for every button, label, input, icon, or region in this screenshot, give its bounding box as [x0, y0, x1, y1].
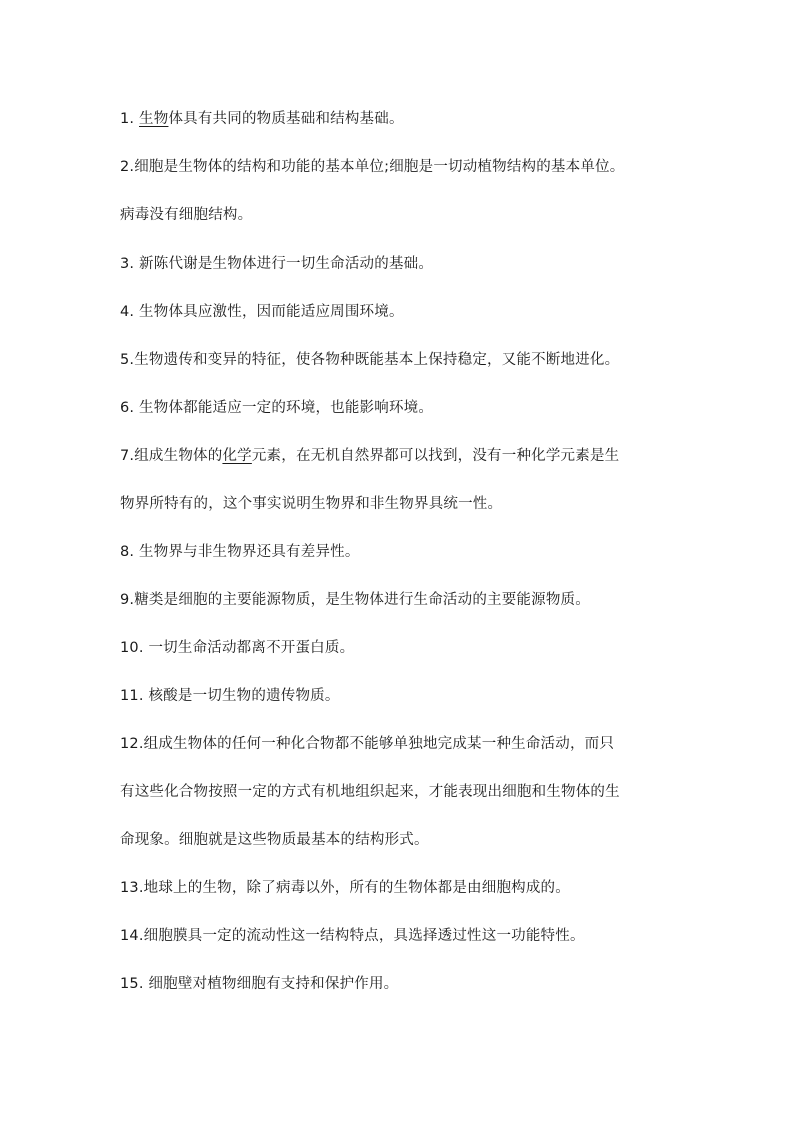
line-8-suffix: 元素，在无机自然界都可以找到，没有一种化学元素是生	[251, 448, 620, 464]
underlined-link-biology[interactable]: 生物	[139, 111, 169, 127]
paragraph-line-17: 13.地球上的生物，除了病毒以外，所有的生物体都是由细胞构成的。	[120, 880, 570, 896]
paragraph-line-1	[120, 109, 404, 129]
paragraph-line-7: 6. 生物体都能适应一定的环境，也能影响环境。	[120, 400, 434, 416]
paragraph-line-16: 命现象。细胞就是这些物质最基本的结构形式。	[120, 832, 429, 848]
paragraph-line-15: 有这些化合物按照一定的方式有机地组织起来，才能表现出细胞和生物体的生	[120, 784, 620, 800]
paragraph-line-12: 10. 一切生命活动都离不开蛋白质。	[120, 640, 355, 656]
paragraph-line-2: 2.细胞是生物体的结构和功能的基本单位;细胞是一切动植物结构的基本单位。	[120, 159, 625, 175]
line-8-prefix: 7.组成生物体的	[120, 448, 223, 464]
underlined-link-chemistry[interactable]: 化学	[222, 448, 252, 464]
line-1-suffix: 体具有共同的物质基础和结构基础。	[168, 111, 404, 127]
paragraph-line-14: 12.组成生物体的任何一种化合物都不能够单独地完成某一种生命活动，而只	[120, 736, 615, 752]
paragraph-line-9: 物界所特有的，这个事实说明生物界和非生物界具统一性。	[120, 496, 503, 512]
paragraph-line-5: 4. 生物体具应激性，因而能适应周围环境。	[120, 304, 404, 320]
paragraph-line-3: 病毒没有细胞结构。	[120, 207, 253, 223]
paragraph-line-10: 8. 生物界与非生物界还具有差异性。	[120, 544, 360, 560]
paragraph-line-11: 9.糖类是细胞的主要能源物质，是生物体进行生命活动的主要能源物质。	[120, 592, 590, 608]
paragraph-line-8	[120, 446, 619, 466]
paragraph-line-18: 14.细胞膜具一定的流动性这一结构特点，具选择透过性这一功能特性。	[120, 928, 585, 944]
paragraph-line-19: 15. 细胞壁对植物细胞有支持和保护作用。	[120, 976, 399, 992]
paragraph-line-4: 3. 新陈代谢是生物体进行一切生命活动的基础。	[120, 256, 434, 272]
paragraph-line-13: 11. 核酸是一切生物的遗传物质。	[120, 688, 340, 704]
paragraph-line-6: 5.生物遗传和变异的特征，使各物种既能基本上保持稳定，又能不断地进化。	[120, 352, 620, 368]
line-1-prefix: 1.	[120, 111, 140, 127]
